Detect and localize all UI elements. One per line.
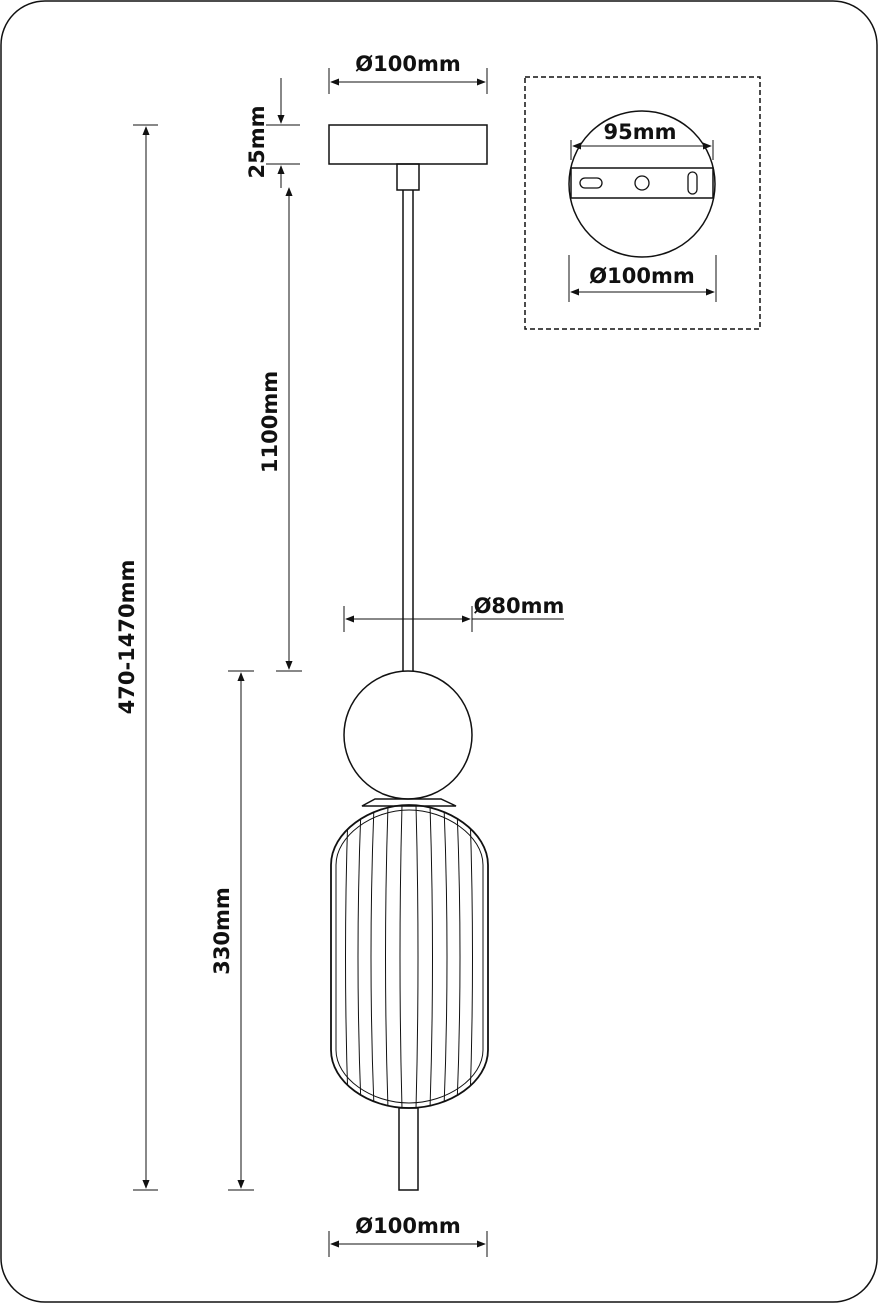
shade-height-label: 330mm [210,887,234,975]
shade-rib [400,805,402,1109]
total-height-label: 470-1470mm [115,559,139,715]
cable-length-label: 1100mm [258,370,282,474]
dim-cable-length [258,188,302,671]
shade-ribs [346,805,473,1109]
mounting-detail [525,77,760,329]
dim-canopy-height [245,78,300,188]
bottom-stem [399,1108,418,1190]
dim-shade-height [210,671,254,1190]
glass-sphere [344,671,472,799]
detail-frame [525,77,760,329]
shade-rib [457,808,460,1106]
dim-total-height [115,125,158,1190]
shade-rib [416,805,418,1109]
bottom-diameter-label: Ø100mm [355,1214,461,1238]
bracket-slot-right [688,172,697,194]
shade-rib [386,805,389,1109]
bracket-center-hole [635,176,649,190]
shade-rib [371,806,374,1108]
canopy-connector [397,164,419,190]
bracket-slot-left [580,178,602,188]
shade-rib [430,805,433,1109]
ribbed-shade-outline [331,805,488,1108]
shade-rib [358,808,361,1106]
dim-bottom-diameter [329,1214,487,1257]
dim-canopy-diameter [329,52,487,94]
shade-rib [444,806,447,1108]
sphere-diameter-label: Ø80mm [473,594,565,618]
bracket-width-label: 95mm [603,120,677,144]
dim-sphere-diameter [344,594,564,632]
plate-diameter-label: Ø100mm [589,264,695,288]
canopy-diameter-label: Ø100mm [355,52,461,76]
shade-rib [346,812,349,1102]
lamp-body [329,125,488,1190]
shade-rib [470,812,473,1102]
canopy-height-label: 25mm [245,105,269,179]
ceiling-canopy [329,125,487,164]
